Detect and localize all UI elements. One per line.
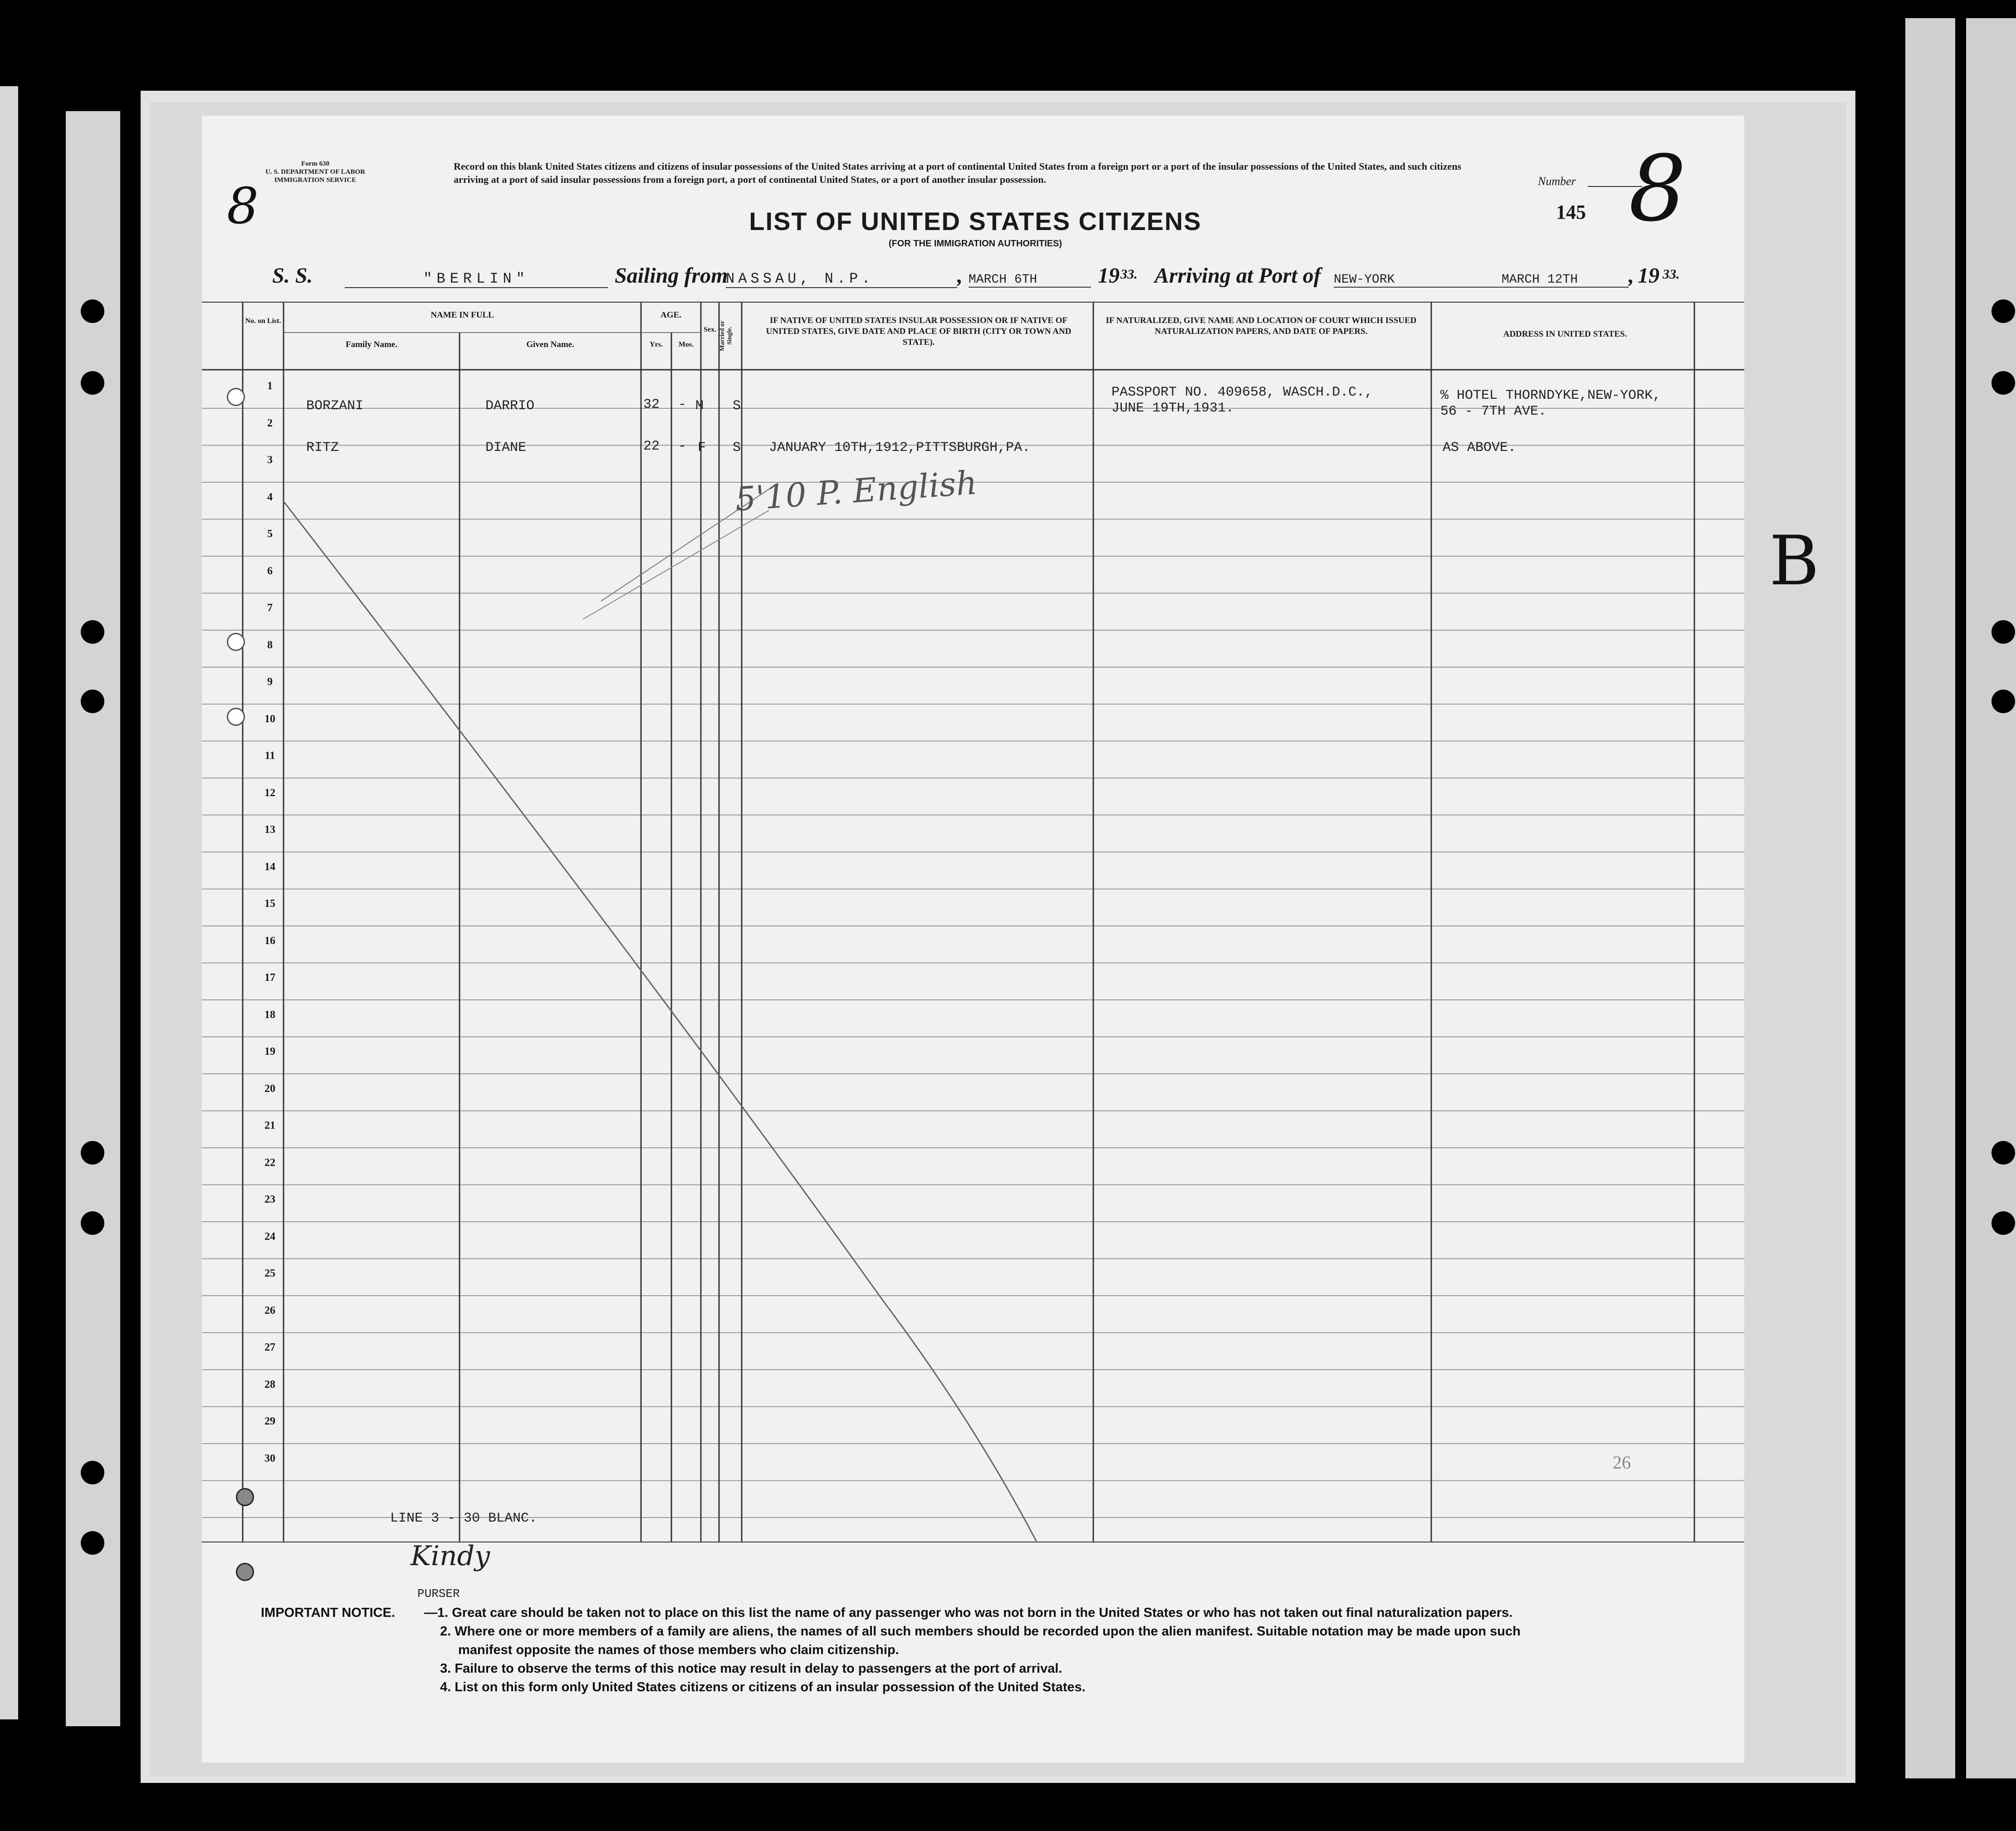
row-number: 29 — [264, 1415, 275, 1427]
age-years-cell: 22 — [643, 439, 660, 454]
handwritten-mark-right: 8 — [1629, 136, 1687, 242]
page-title: LIST OF UNITED STATES CITIZENS — [749, 207, 1202, 235]
binder-hole — [81, 620, 104, 644]
ship-name: "BERLIN" — [345, 270, 608, 288]
sex-cell: M — [695, 398, 704, 414]
married-cell: S — [733, 398, 741, 414]
handwritten-side-mark: B — [1769, 522, 1820, 601]
naturalization-cell-line2: JUNE 19TH,1931. — [1111, 401, 1234, 416]
binder-hole — [1992, 371, 2015, 395]
row-number: 30 — [264, 1452, 275, 1464]
blank-lines-note: LINE 3 - 30 BLANC. — [390, 1511, 538, 1526]
binder-hole — [81, 371, 104, 395]
handwritten-mark-left: 8 — [227, 177, 259, 235]
ring-hole — [227, 708, 245, 726]
col-sex: Sex. — [704, 326, 716, 333]
col-native-birth: IF NATIVE OF UNITED STATES INSULAR POSSESSION OR IF NATIVE OF UNITED STATES, GIVE DATE AND PLACE OF BIRTH (CITY OR TOWN AND STATE). — [766, 316, 1072, 347]
form-identifier — [245, 160, 386, 184]
sail-year-prefix: 19 — [1098, 264, 1120, 288]
row-number: 18 — [264, 1009, 275, 1021]
notice-item-4: 4. List on this form only United States citizens or citizens of an insular possession of the United States. — [440, 1680, 1086, 1694]
arriving-label: Arriving at Port of — [1155, 264, 1321, 288]
row-number: 5 — [267, 528, 273, 540]
col-family-name: Family Name. — [346, 340, 397, 349]
family-name-cell: RITZ — [306, 440, 339, 455]
record-instruction: Record on this blank United States citizens and citizens of insular possessions of the United States arriving at a port of continental United States from a foreign port or a port of the insular possessions of the United States, and such citizens arriving at a port of said insular possessions from a foreign port, a port of continental United States, or a port of another insular possession. — [454, 161, 1462, 185]
row-number: 25 — [264, 1268, 275, 1279]
row-number: 22 — [264, 1156, 275, 1169]
row-number: 14 — [264, 861, 275, 873]
binder-hole — [1992, 620, 2015, 644]
department-name: U. S. DEPARTMENT OF LABOR — [265, 168, 366, 176]
col-no-on-list: No. on List. — [245, 317, 281, 325]
binder-hole — [1992, 690, 2015, 713]
adjacent-page-edge-right — [1966, 18, 2016, 1778]
naturalization-cell-line1: PASSPORT NO. 409658, WASCH.D.C., — [1111, 385, 1373, 400]
row-number: 3 — [267, 454, 273, 466]
sail-year: 33. — [1121, 267, 1138, 282]
arrival-year-prefix: 19 — [1638, 264, 1659, 288]
ring-hole — [236, 1563, 254, 1581]
ss-label: S. S. — [272, 264, 313, 288]
notice-item-2: 2. Where one or more members of a family are aliens, the names of all such members should be recorded upon the alien manifest. Suitable notation may be made upon such — [440, 1624, 1521, 1639]
notice-item-2-continued: manifest opposite the names of those members who claim citizenship. — [458, 1643, 899, 1657]
notice-item-3: 3. Failure to observe the terms of this notice may result in delay to passengers at the port of arrival. — [440, 1661, 1062, 1676]
faint-corner-mark: 26 — [1613, 1452, 1631, 1473]
right-paper-strip — [1905, 18, 1955, 1778]
list-number: 145 — [1556, 201, 1586, 223]
from-port-field — [726, 263, 957, 288]
binder-hole — [81, 1211, 104, 1235]
row-number: 17 — [264, 972, 275, 984]
address-cell-line1: % HOTEL THORNDYKE,NEW-YORK, — [1440, 388, 1661, 403]
family-name-cell: BORZANI — [306, 398, 364, 414]
col-age: AGE. — [661, 310, 681, 320]
arrival-port: NEW-YORK — [1334, 273, 1506, 288]
handwritten-annotation: 5'10 P. English — [734, 463, 979, 519]
row-number: 13 — [264, 824, 275, 836]
sail-date: MARCH 6TH — [969, 273, 1091, 288]
row-number: 11 — [264, 750, 275, 762]
given-name-cell: DARRIO — [485, 398, 535, 414]
adjacent-page-edge — [0, 86, 18, 1719]
row-number: 21 — [264, 1120, 275, 1131]
arrival-year: 33. — [1663, 267, 1680, 282]
row-number: 16 — [264, 935, 275, 947]
row-number: 23 — [264, 1194, 275, 1205]
form-number: Form 630 — [301, 160, 330, 167]
row-number: 12 — [264, 787, 275, 799]
col-given-name: Given Name. — [526, 340, 574, 349]
given-name-cell: DIANE — [485, 440, 527, 455]
binder-hole — [81, 1141, 104, 1165]
row-number: 9 — [267, 676, 273, 688]
age-months-cell: - — [678, 439, 687, 454]
ring-hole — [227, 388, 245, 406]
sex-cell: F — [698, 440, 706, 455]
binder-hole — [1992, 1211, 2015, 1235]
purser-label: PURSER — [417, 1587, 460, 1601]
row-number: 1 — [267, 380, 273, 392]
row-number: 26 — [264, 1304, 275, 1317]
row-number: 27 — [264, 1341, 275, 1353]
address-cell-line1: AS ABOVE. — [1443, 440, 1517, 455]
age-months-cell: - — [678, 397, 687, 412]
age-years-cell: 32 — [643, 397, 660, 412]
sailing-label: Sailing from — [615, 264, 728, 288]
row-number: 20 — [264, 1082, 275, 1095]
binder-hole — [81, 1461, 104, 1484]
page-subtitle: (FOR THE IMMIGRATION AUTHORITIES) — [888, 239, 1062, 249]
row-number: 7 — [267, 602, 273, 614]
row-number: 19 — [264, 1046, 275, 1057]
row-number: 24 — [264, 1230, 275, 1243]
binder-hole — [81, 690, 104, 713]
row-number: 8 — [267, 639, 273, 651]
col-address: ADDRESS IN UNITED STATES. — [1503, 329, 1627, 339]
row-number: 4 — [267, 491, 273, 503]
col-age-years: Yrs. — [650, 341, 663, 348]
row-number: 28 — [264, 1378, 275, 1390]
binder-hole — [81, 1531, 104, 1555]
arrival-port-field — [1334, 263, 1506, 288]
col-age-months: Mos. — [678, 341, 694, 348]
service-name: IMMIGRATION SERVICE — [274, 176, 357, 184]
address-cell-line2: 56 - 7TH AVE. — [1440, 404, 1547, 419]
married-cell: S — [733, 440, 741, 455]
ship-field — [345, 263, 608, 288]
row-number: 2 — [267, 417, 273, 429]
arrival-date: MARCH 12TH — [1502, 273, 1629, 288]
row-number: 10 — [264, 713, 275, 725]
col-name-in-full: NAME IN FULL — [431, 310, 494, 320]
binder-hole — [81, 299, 104, 323]
notice-item-1: —1. Great care should be taken not to place on this list the name of any passenger who was not born in the United States or who has not taken out final naturalization papers. — [424, 1606, 1513, 1620]
col-married-single: Married or Single. — [719, 320, 733, 351]
col-naturalization: IF NATURALIZED, GIVE NAME AND LOCATION OF COURT WHICH ISSUED NATURALIZATION PAPERS, AND DATE OF PAPERS. — [1106, 316, 1417, 336]
sail-date-field — [969, 263, 1091, 288]
row-number: 6 — [267, 565, 273, 577]
binder-hole — [1992, 299, 2015, 323]
arrival-date-field — [1502, 263, 1629, 288]
binder-hole — [1992, 1141, 2015, 1165]
important-notice-heading: IMPORTANT NOTICE. — [261, 1606, 395, 1620]
number-label: Number — [1538, 175, 1576, 188]
purser-signature: Kindy — [411, 1540, 490, 1572]
native-birth-cell: JANUARY 10TH,1912,PITTSBURGH,PA. — [769, 440, 1031, 455]
row-number: 15 — [264, 898, 275, 910]
ring-hole — [227, 633, 245, 651]
ring-hole — [236, 1488, 254, 1506]
from-port: NASSAU, N.P. — [726, 270, 957, 288]
